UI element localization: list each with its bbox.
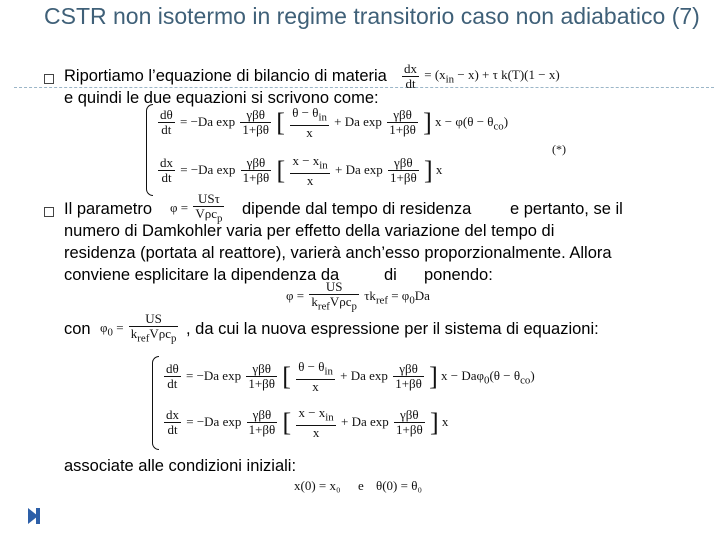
next-slide-bar[interactable] xyxy=(36,508,40,524)
mass-balance-equation-2: $\frac{dx}{dt}$ = −Da exp $\frac{\text{γβθ}}{1+\beta\theta}$ [ $\frac{x - x_{in}}{x}$ + Da exp $\frac{\text{γβθ}}{1+\beta\theta}$ ] x xyxy=(166,405,449,440)
bullet2-line1c: e pertanto, se il xyxy=(510,200,623,218)
phi-da-formula: φ = $\frac{US}{k_{ref}V\rho c_p}$ $\tau k_{ref} = \varphi_0Da$ xyxy=(286,279,430,313)
initial-condition-and: e xyxy=(358,478,364,493)
bullet-icon xyxy=(44,74,54,84)
mass-balance-equation: $\frac{dx}{dt}$ = −Da exp $\frac{\text{γβθ}}{1+\beta\theta}$ [ $\frac{x - x_{in}}{x}$ + Da exp $\frac{\text{γβθ}}{1+\beta\theta}$ ] x xyxy=(160,153,443,188)
phi-tau-formula: φ = $\frac{\text{USτ}}{V\rho c_p}$ xyxy=(170,191,223,225)
energy-balance-equation: $\frac{d\theta}{dt}$ = −Da exp $\frac{\text{γβθ}}{1+\beta\theta}$ [ $\frac{\theta - \theta_{in}}{x}$ + Da exp $\frac{\text{γβθ}}{1+\beta\theta}$ ] $x - \varphi(\theta - \theta_{co})$ xyxy=(160,105,509,140)
associate-text: associate alle condizioni iniziali: xyxy=(64,457,297,475)
bullet2-line1b: dipende dal tempo di residenza xyxy=(242,200,472,218)
con-label: con xyxy=(64,320,91,338)
bullet2-line2: numero di Damkohler varia per effetto della variazione del tempo di xyxy=(64,222,555,240)
bullet1-line1: Riportiamo l’equazione di bilancio di materia xyxy=(64,67,387,85)
bullet2-line4b: di xyxy=(384,266,397,284)
bullet2-line1a: Il parametro xyxy=(64,200,153,218)
energy-balance-equation-2: $\frac{d\theta}{dt}$ = −Da exp $\frac{\text{γβθ}}{1+\beta\theta}$ [ $\frac{\theta - \theta_{in}}{x}$ + Da exp $\frac{\text{γβθ}}{1+\beta\theta}$ ] $x - Da\varphi_0(\theta - \theta_{co})$ xyxy=(166,359,535,394)
material-balance-equation: $\frac{dx}{dt}$ = $(x_{in} - x) + \tau$ k(T)(1 − x) xyxy=(404,61,560,91)
bullet-icon xyxy=(44,207,54,217)
system2-brace xyxy=(152,356,159,450)
bullet2-line4c: ponendo: xyxy=(424,266,493,284)
equation-star-label: (*) xyxy=(552,142,566,156)
phi0-formula: $\varphi_0$ = $\frac{US}{k_{ref}V\rho c_p}$ xyxy=(100,311,177,345)
after-con-text: , da cui la nuova espressione per il sistema di equazioni: xyxy=(186,320,599,338)
bullet1-line2: e quindi le due equazioni si scrivono come: xyxy=(64,89,379,107)
bullet2-line4a: conviene esplicitare la dipendenza da xyxy=(64,266,340,284)
bullet2-line3: residenza (portata al reattore), varierà anch’esso proporzionalmente. Allora xyxy=(64,244,612,262)
slide-title: CSTR non isotermo in regime transitorio caso non adiabatico (7) xyxy=(44,3,700,29)
initial-condition-theta: θ(0) = θ₀ xyxy=(376,478,422,493)
system-brace xyxy=(146,104,153,196)
initial-condition-x: x(0) = x₀ xyxy=(294,478,341,493)
